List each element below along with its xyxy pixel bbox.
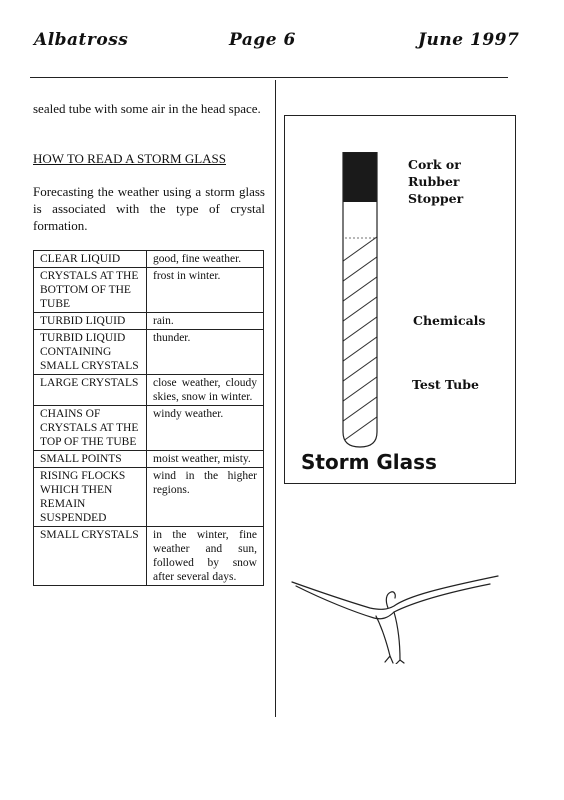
meaning-cell: rain.	[147, 313, 264, 330]
intro-paragraph: Forecasting the weather using a storm glass is associated with the type of crystal formation.	[33, 184, 265, 233]
condition-cell: TURBID LIQUID	[34, 313, 147, 330]
condition-cell: SMALL POINTS	[34, 451, 147, 468]
header-left-title: Albatross	[34, 30, 129, 50]
diagram-title: Storm Glass	[301, 450, 437, 474]
table-row	[34, 375, 264, 406]
table-row	[34, 451, 264, 468]
header-page-number: Page 6	[229, 30, 296, 50]
table-row	[34, 251, 264, 268]
condition-cell: CHAINS OF CRYSTALS AT THE TOP OF THE TUBE	[34, 406, 147, 451]
label-test-tube: Test Tube	[412, 377, 479, 392]
stopper-shape	[341, 152, 379, 202]
meaning-cell: close weather, cloudy skies, snow in winter.	[147, 375, 264, 406]
label-cork-stopper: Cork or Rubber Stopper	[408, 157, 464, 206]
meaning-cell: good, fine weather.	[147, 251, 264, 268]
storm-glass-diagram	[284, 115, 516, 484]
meaning-cell: windy weather.	[147, 406, 264, 451]
table-row	[34, 527, 264, 586]
table-row	[34, 268, 264, 313]
table-row	[34, 406, 264, 451]
test-tube-illustration	[341, 152, 379, 448]
table-row	[34, 330, 264, 375]
chemical-hatching	[341, 234, 379, 444]
condition-cell: SMALL CRYSTALS	[34, 527, 147, 586]
meaning-cell: moist weather, misty.	[147, 451, 264, 468]
table-row	[34, 313, 264, 330]
table-row	[34, 468, 264, 527]
albatross-illustration	[290, 568, 500, 664]
condition-cell: CRYSTALS AT THE BOTTOM OF THE TUBE	[34, 268, 147, 313]
intro-text: sealed tube with some air in the head space.	[33, 101, 261, 116]
meaning-cell: frost in winter.	[147, 268, 264, 313]
column-divider	[275, 80, 276, 717]
meaning-cell: thunder.	[147, 330, 264, 375]
storm-glass-table	[33, 250, 264, 586]
condition-cell: LARGE CRYSTALS	[34, 375, 147, 406]
condition-cell: CLEAR LIQUID	[34, 251, 147, 268]
meaning-cell: wind in the higher regions.	[147, 468, 264, 527]
condition-cell: RISING FLOCKS WHICH THEN REMAIN SUSPENDED	[34, 468, 147, 527]
label-chemicals: Chemicals	[413, 313, 486, 328]
meaning-cell: in the winter, fine weather and sun, followed by snow after several days.	[147, 527, 264, 586]
header-date: June 1997	[418, 30, 520, 50]
section-heading: HOW TO READ A STORM GLASS	[33, 151, 226, 166]
header-rule	[30, 77, 508, 78]
condition-cell: TURBID LIQUID CONTAINING SMALL CRYSTALS	[34, 330, 147, 375]
